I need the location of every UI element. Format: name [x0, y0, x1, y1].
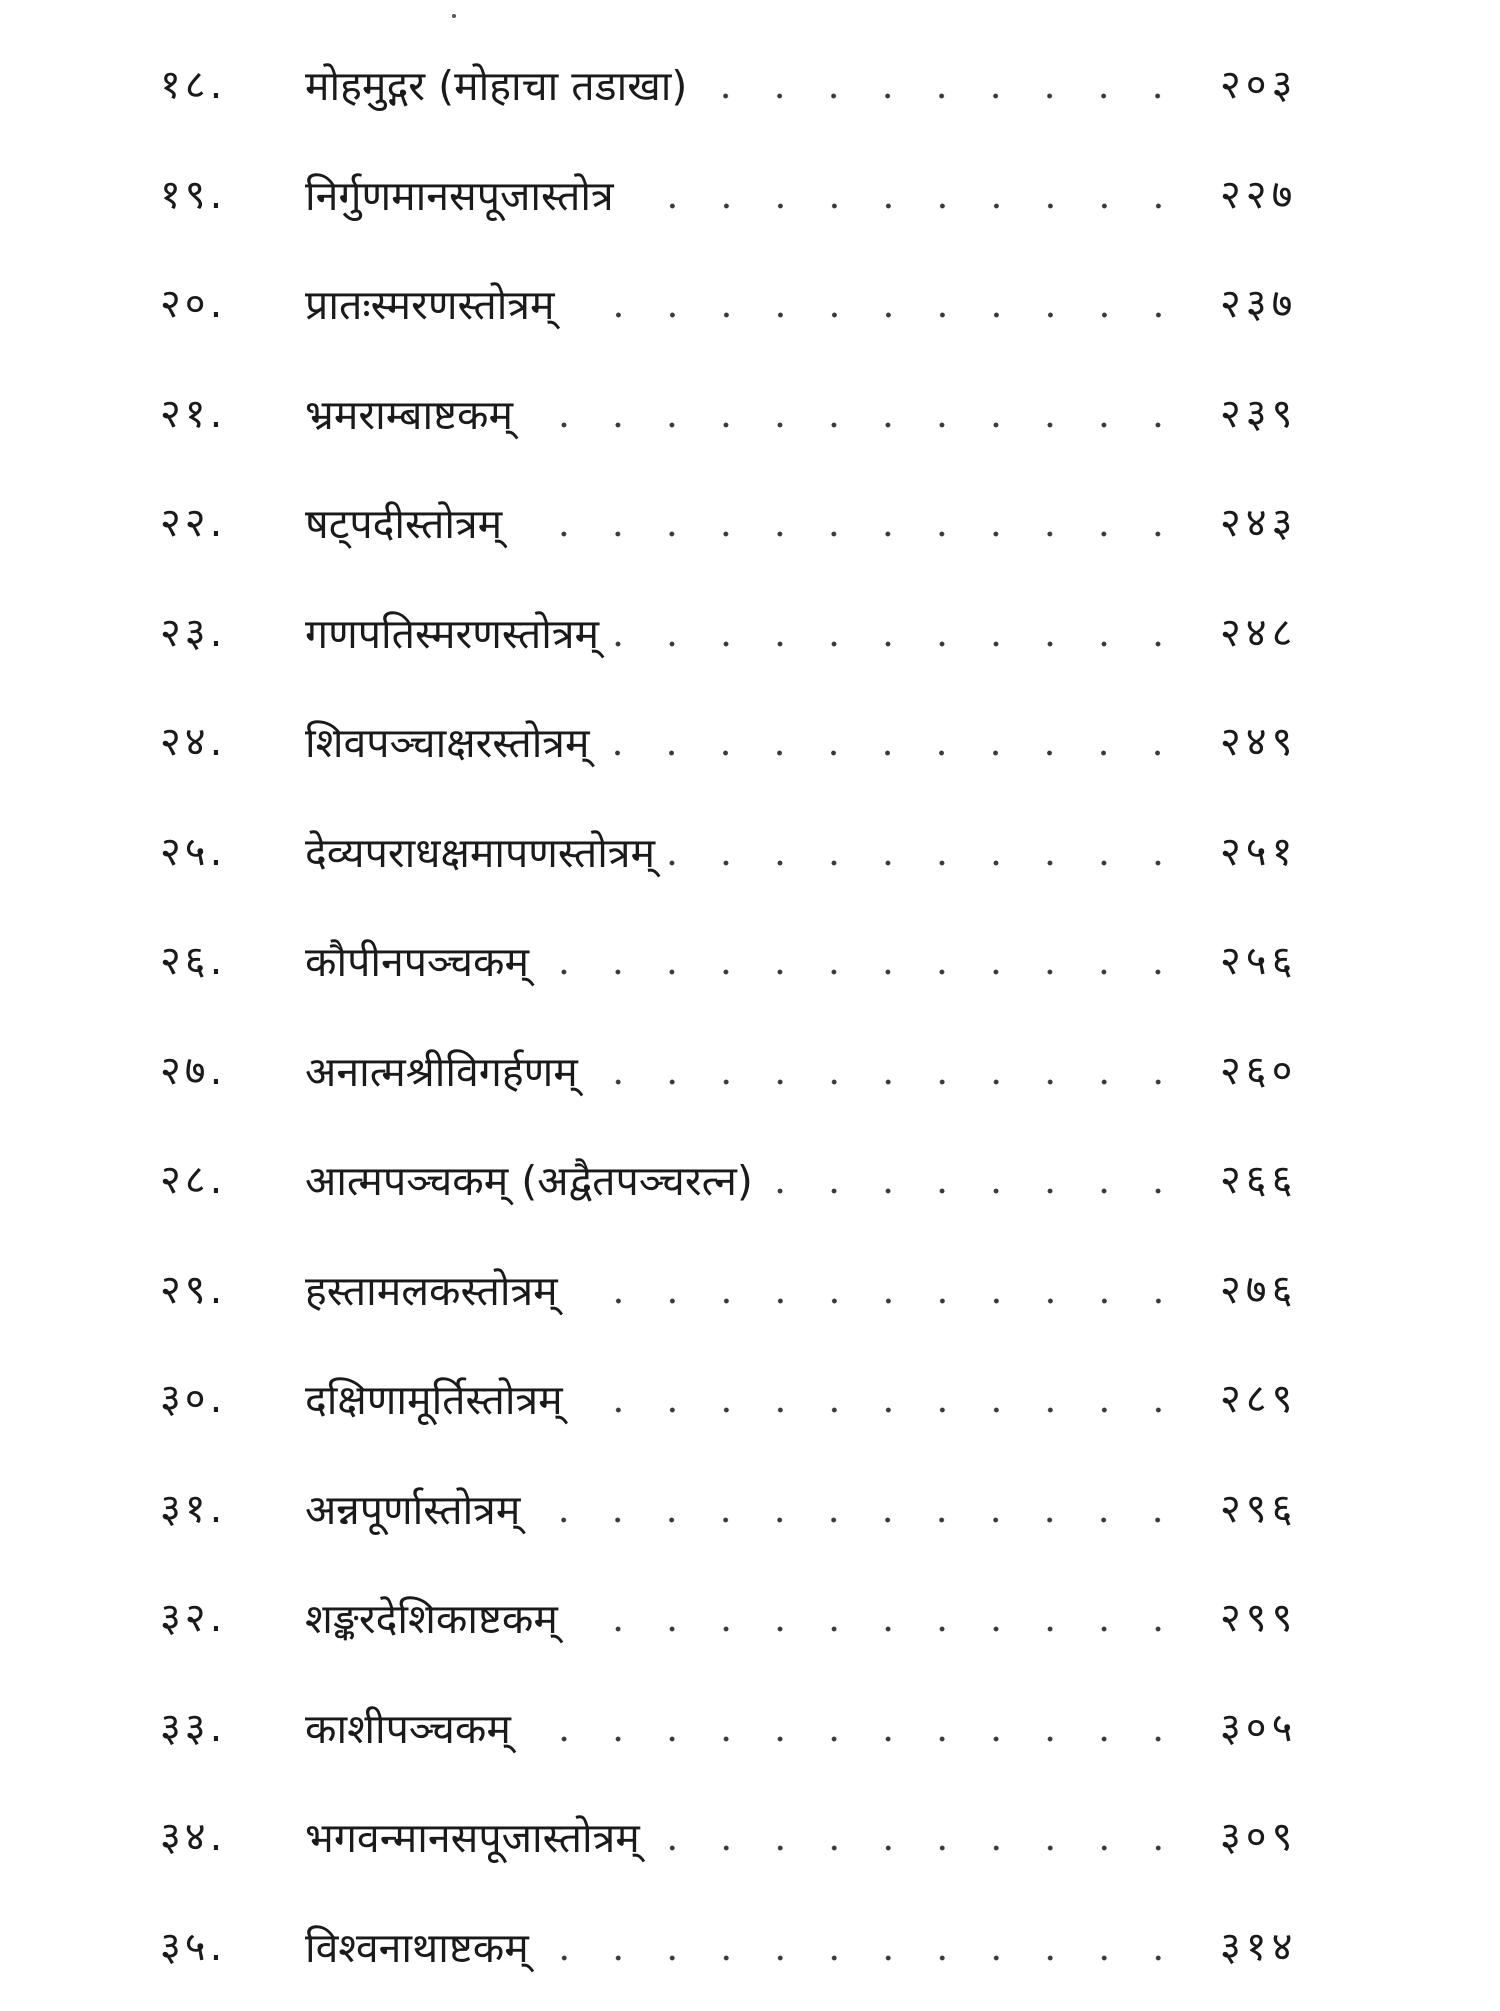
entry-body: [305, 697, 1185, 787]
entry-body: [305, 1135, 1185, 1225]
entry-page-number: २७६: [1220, 1245, 1297, 1335]
entry-title: षट्पदीस्तोत्रम्: [305, 495, 516, 551]
entry-body: [305, 1902, 1185, 1992]
dot-leader: [543, 1954, 1185, 1962]
toc-entry: [0, 1354, 1500, 1464]
entry-number: ३०.: [160, 1354, 226, 1444]
entry-number: ३१.: [160, 1464, 226, 1554]
entry-number: २९.: [160, 1245, 226, 1335]
entry-page-number: २६०: [1220, 1026, 1297, 1116]
entry-body: [305, 1354, 1185, 1444]
entry-number: ३५.: [160, 1902, 226, 1992]
entry-body: [305, 40, 1185, 130]
table-of-contents: [0, 40, 1500, 2011]
toc-entry: [0, 259, 1500, 369]
toc-entry: [0, 1683, 1500, 1793]
toc-entry: [0, 1026, 1500, 1136]
entry-body: [305, 150, 1185, 240]
dot-leader: [592, 1078, 1185, 1086]
entry-number: २४.: [160, 697, 226, 787]
entry-page-number: २६६: [1220, 1135, 1297, 1225]
entry-number: २६.: [160, 916, 226, 1006]
toc-entry: [0, 807, 1500, 917]
entry-title: अनात्मश्रीविगर्हणम्: [305, 1043, 592, 1099]
entry-page-number: २२७: [1220, 150, 1297, 240]
toc-entry: [0, 369, 1500, 479]
dot-leader: [613, 640, 1185, 648]
dot-leader: [669, 859, 1185, 867]
entry-body: [305, 369, 1185, 459]
entry-page-number: २४३: [1220, 478, 1297, 568]
dot-leader: [543, 968, 1185, 976]
entry-title: शङ्करदेशिकाष्टकम्: [305, 1590, 572, 1646]
entry-number: ३२.: [160, 1573, 226, 1663]
entry-title: अन्नपूर्णास्तोत्रम्: [305, 1481, 534, 1537]
entry-body: [305, 916, 1185, 1006]
entry-body: [305, 259, 1185, 349]
entry-page-number: २८९: [1220, 1354, 1297, 1444]
entry-page-number: २४८: [1220, 588, 1297, 678]
entry-title: आत्मपञ्चकम् (अद्वैतपञ्चरत्न): [305, 1152, 767, 1208]
entry-page-number: २५१: [1220, 807, 1297, 897]
entry-page-number: २३९: [1220, 369, 1297, 459]
entry-page-number: २०३: [1220, 40, 1297, 130]
entry-number: २५.: [160, 807, 226, 897]
entry-body: [305, 1026, 1185, 1116]
entry-title: देव्यपराधक्षमापणस्तोत्रम्: [305, 824, 669, 880]
entry-body: [305, 588, 1185, 678]
entry-title: निर्गुणमानसपूजास्तोत्र: [305, 167, 628, 223]
entry-page-number: २९६: [1220, 1464, 1297, 1554]
entry-title: कौपीनपञ्चकम्: [305, 933, 543, 989]
entry-number: २७.: [160, 1026, 226, 1116]
entry-body: [305, 1245, 1185, 1335]
toc-entry: [0, 588, 1500, 698]
entry-page-number: ३०९: [1220, 1792, 1297, 1882]
dot-leader: [527, 421, 1185, 429]
dot-leader: [628, 202, 1185, 210]
entry-body: [305, 1464, 1185, 1554]
entry-page-number: २४९: [1220, 697, 1297, 787]
entry-body: [305, 1792, 1185, 1882]
entry-title: शिवपञ्चाक्षरस्तोत्रम्: [305, 714, 603, 770]
entry-title: दक्षिणामूर्तिस्तोत्रम्: [305, 1371, 577, 1427]
toc-entry: [0, 1792, 1500, 1902]
toc-entry: [0, 1464, 1500, 1574]
dot-leader: [767, 1187, 1185, 1195]
entry-title: भगवन्मानसपूजास्तोत्रम्: [305, 1809, 654, 1865]
dot-leader: [654, 1844, 1185, 1852]
entry-body: [305, 1683, 1185, 1773]
dot-leader: [577, 1406, 1185, 1414]
toc-entry: [0, 478, 1500, 588]
entry-title: काशीपञ्चकम्: [305, 1700, 525, 1756]
entry-title: गणपतिस्मरणस्तोत्रम्: [305, 605, 613, 661]
entry-title: विश्वनाथाष्टकम्: [305, 1919, 543, 1975]
entry-number: १९.: [160, 150, 226, 240]
entry-page-number: २३७: [1220, 259, 1297, 349]
entry-number: २१.: [160, 369, 226, 459]
toc-entry: [0, 1135, 1500, 1245]
entry-page-number: २९९: [1220, 1573, 1297, 1663]
entry-number: २०.: [160, 259, 226, 349]
entry-page-number: २५६: [1220, 916, 1297, 1006]
entry-number: २८.: [160, 1135, 226, 1225]
entry-body: [305, 478, 1185, 568]
entry-number: ३३.: [160, 1683, 226, 1773]
paper-speck: [452, 14, 456, 18]
entry-number: १८.: [160, 40, 226, 130]
entry-number: २३.: [160, 588, 226, 678]
toc-entry: [0, 1902, 1500, 2011]
toc-entry: [0, 916, 1500, 1026]
dot-leader: [701, 92, 1185, 100]
entry-body: [305, 1573, 1185, 1663]
dot-leader: [534, 1516, 1185, 1524]
toc-entry: [0, 697, 1500, 807]
dot-leader: [603, 749, 1185, 757]
entry-title: प्रातःस्मरणस्तोत्रम्: [305, 276, 569, 332]
entry-title: हस्तामलकस्तोत्रम्: [305, 1262, 572, 1318]
entry-number: २२.: [160, 478, 226, 568]
dot-leader: [569, 311, 1185, 319]
entry-page-number: ३०५: [1220, 1683, 1297, 1773]
toc-entry: [0, 1573, 1500, 1683]
entry-title: मोहमुद्गर (मोहाचा तडाखा): [305, 57, 701, 113]
entry-title: भ्रमराम्बाष्टकम्: [305, 386, 527, 442]
toc-entry: [0, 40, 1500, 150]
entry-page-number: ३१४: [1220, 1902, 1297, 1992]
toc-entry: [0, 150, 1500, 260]
dot-leader: [572, 1625, 1185, 1633]
entry-body: [305, 807, 1185, 897]
entry-number: ३४.: [160, 1792, 226, 1882]
toc-entry: [0, 1245, 1500, 1355]
dot-leader: [572, 1297, 1185, 1305]
dot-leader: [516, 530, 1185, 538]
dot-leader: [525, 1735, 1185, 1743]
